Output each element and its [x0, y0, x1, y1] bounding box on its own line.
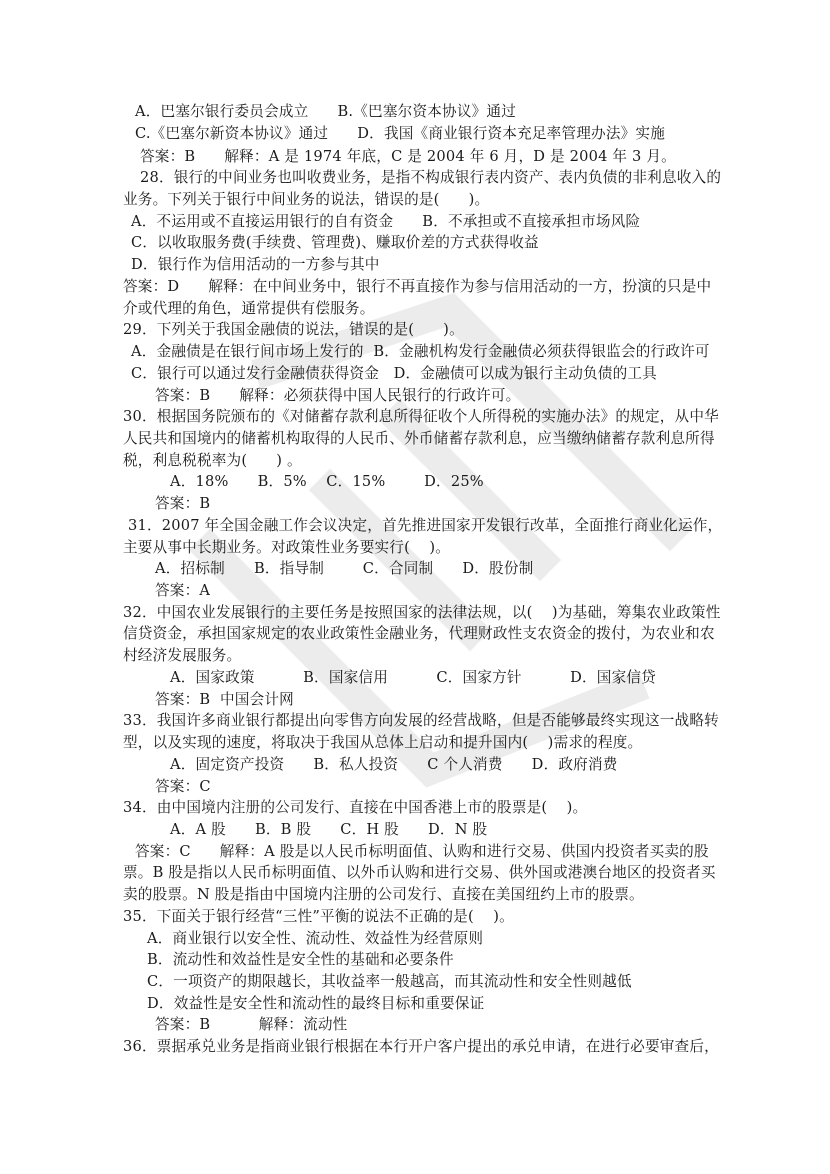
question-line: 31．2007 年全国金融工作会议决定，首先推进国家开发银行改革，全面推行商业化运作，: [128, 517, 723, 534]
text-line: A．18% B．5% C．15% D．25%: [170, 473, 484, 490]
text-line: C.《巴塞尔新资本协议》通过 D．我国《商业银行资本充足率管理办法》实施: [135, 125, 666, 142]
text-line: 卖的股票。N 股是指由中国境内注册的公司发行、直接在美国纽约上市的股票。: [123, 886, 644, 903]
question-line: 35．下面关于银行经营“三性”平衡的说法不正确的是( )。: [123, 908, 514, 925]
text-line: A．不运用或不直接运用银行的自有资金 B．不承担或不直接承担市场风险: [131, 213, 641, 230]
answer-line: 答案：C 解释：A 股是以人民币标明面值、认购和进行交易、供国内投资者买卖的股: [135, 843, 709, 860]
question-line: 32．中国农业发展银行的主要任务是按照国家的法律法规，以( )为基础，筹集农业政策性: [123, 604, 721, 621]
text-line: 主要从事中长期业务。对政策性业务要实行( )。: [123, 539, 451, 556]
question-line: 29．下列关于我国金融债的说法，错误的是( )。: [123, 321, 464, 338]
text-line: 信贷资金，承担国家规定的农业政策性金融业务，代理财政性支农资金的拨付，为农业和农: [123, 625, 715, 642]
text-line: 票。B 股是指以人民币标明面值、以外币认购和进行交易、供外国或港澳台地区的投资者买: [123, 864, 716, 881]
answer-line: 答案：A: [155, 582, 211, 599]
text-line: A．国家政策 B．国家信用 C．国家方针 D．国家信贷: [170, 669, 656, 686]
text-line: A．A 股 B．B 股 C．H 股 D．N 股: [170, 821, 488, 838]
answer-line: 答案：B: [155, 495, 211, 512]
text-line: A．商业银行以安全性、流动性、效益性为经营原则: [147, 930, 484, 947]
question-line: 30．根据国务院颁布的《对储蓄存款利息所得征收个人所得税的实施办法》的规定，从中华: [123, 408, 719, 425]
text-line: A．金融债是在银行间市场上发行的 B．金融机构发行金融债必须获得银监会的行政许可: [131, 343, 710, 360]
answer-line: 答案：C: [155, 778, 211, 795]
text-line: C．银行可以通过发行金融债获得资金 D．金融债可以成为银行主动负债的工具: [131, 365, 657, 382]
answer-line: 答案：B 中国会计网: [155, 691, 294, 708]
answer-line: 答案：B 解释：A 是 1974 年底，C 是 2004 年 6 月，D 是 2004 年 3 月。: [140, 148, 676, 165]
answer-line: 答案：B 解释：流动性: [155, 1016, 348, 1033]
text-line: 介或代理的角色，通常提供有偿服务。: [123, 300, 375, 317]
question-line: 34．由中国境内注册的公司发行、直接在中国香港上市的股票是( )。: [123, 799, 588, 816]
text-line: B．流动性和效益性是安全性的基础和必要条件: [147, 951, 454, 968]
text-line: 型，以及实现的速度，将取决于我国从总体上启动和提升国内( )需求的程度。: [123, 734, 643, 751]
answer-line: 答案：D 解释：在中间业务中，银行不再直接作为参与信用活动的一方，扮演的只是中: [123, 278, 712, 295]
text-line: 村经济发展服务。: [123, 647, 242, 664]
text-line: 业务。下列关于银行中间业务的说法，错误的是( )。: [123, 191, 490, 208]
text-line: C．一项资产的期限越长，其收益率一般越高，而其流动性和安全性则越低: [147, 973, 632, 990]
question-line: 36．票据承兑业务是指商业银行根据在本行开户客户提出的承兑申请，在进行必要审查后，: [123, 1038, 719, 1055]
text-line: A．巴塞尔银行委员会成立 B.《巴塞尔资本协议》通过: [135, 103, 517, 120]
question-line: 33．我国许多商业银行都提出向零售方向发展的经营战略，但是否能够最终实现这一战略转: [123, 712, 719, 729]
answer-line: 答案：B 解释：必须获得中国人民银行的行政许可。: [155, 387, 521, 404]
text-line: A．固定资产投资 B．私人投资 C 个人消费 D．政府消费: [170, 756, 618, 773]
text-line: 人民共和国境内的储蓄机构取得的人民币、外币储蓄存款利息，应当缴纳储蓄存款利息所得: [123, 430, 715, 447]
text-line: D．银行作为信用活动的一方参与其中: [131, 256, 380, 273]
question-line: 28．银行的中间业务也叫收费业务，是指不构成银行表内资产、表内负债的非利息收入的: [140, 169, 722, 186]
text-line: A．招标制 B．指导制 C．合同制 D．股份制: [155, 560, 534, 577]
text-line: C．以收取服务费(手续费、管理费)、赚取价差的方式获得收益: [131, 234, 539, 251]
text-line: 税，利息税税率为( ) 。: [123, 452, 302, 469]
text-line: D．效益性是安全性和流动性的最终目标和重要保证: [147, 995, 485, 1012]
